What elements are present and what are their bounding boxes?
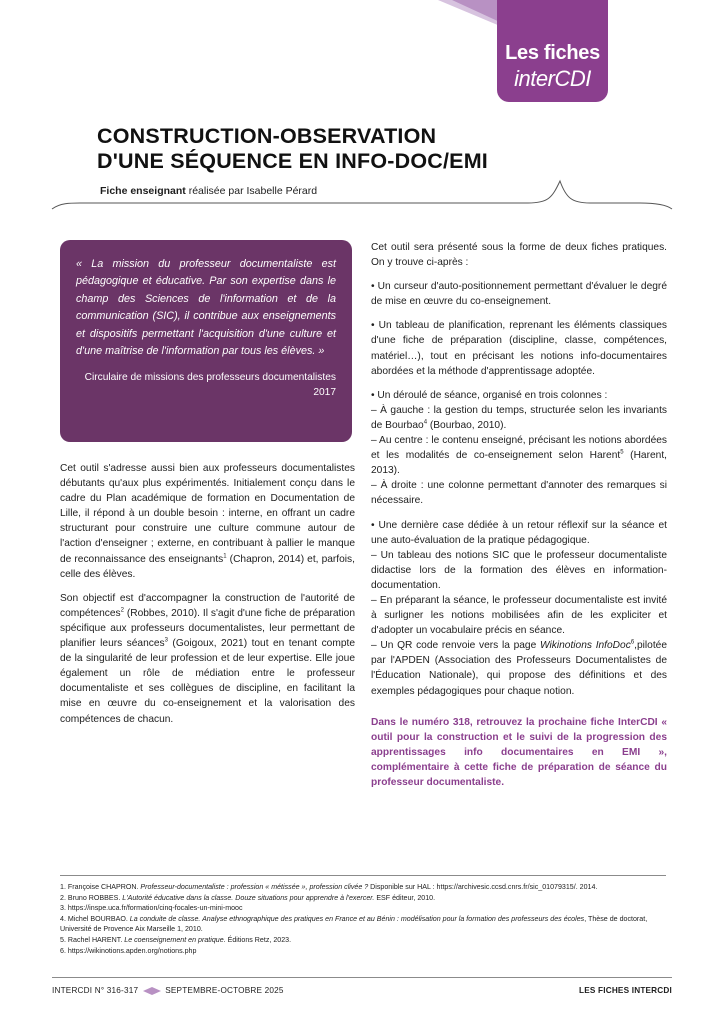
footnote-ref-5: 5: [620, 449, 624, 456]
footnote-5-title: Le coenseignement en pratique: [124, 935, 224, 944]
bullet-planning-table: • Un tableau de planification, reprenant les éléments classiques d'une fiche de préparation (discipline, classe, compétences, matériel…), tout en précisant les notions info-documentaires abordées et la méthode d'apprentissage adoptée.: [371, 320, 667, 377]
left-p2-text-a: Son objectif est d'accompagner la construction de l'autorité de compétences: [60, 592, 355, 619]
left-column: [60, 461, 355, 736]
quote-box: [60, 240, 352, 442]
bullet-reflexive: • Une dernière case dédiée à un retour réflexif sur la séance et une auto-évaluation de la pratique pédagogique.: [371, 519, 667, 546]
footnote-5-author: 5. Rachel HARENT.: [60, 935, 125, 944]
brand-logo: [497, 0, 608, 102]
dash-highlight-notions: – En préparant la séance, le professeur documentaliste est invité à surligner les notions mobilisées afin de les expliciter et d'adopter un vocabulaire précis en séance.: [371, 594, 667, 637]
footnote-2-title: L'Autorité éducative dans la classe. Douze situations pour apprendre à l'exercer.: [122, 893, 375, 902]
brand-line2: interCDI: [514, 66, 591, 91]
quote-source: Circulaire de missions des professeurs documentalistes 2017: [84, 372, 336, 399]
footnote-ref-1: 1: [223, 553, 227, 560]
footnote-4: [60, 914, 666, 935]
footer-date: SEPTEMBRE-OCTOBRE 2025: [165, 986, 284, 995]
dash-right-column: – À droite : une colonne permettant d'annoter des remarques si nécessaire.: [371, 480, 667, 507]
left-p1-text-b: (Chapron, 2014) et, parfois, celle des élèves.: [60, 553, 355, 580]
bullet-cursor: • Un curseur d'auto-positionnement permettant d'évaluer le degré de mise en œuvre du co-enseignement.: [371, 281, 667, 308]
left-p2-text-b: (Robbes, 2010). Il s'agit d'une fiche de préparation spécifique aux professeurs documentalistes, leur permettant de planifier leurs séances: [60, 607, 355, 650]
footnote-3: 3. https://inspe.uca.fr/formation/cinq-focales-un-mini-mooc: [60, 904, 243, 913]
dash-left-text-b: (Bourbao, 2010).: [427, 419, 507, 431]
dash-left-column: [371, 403, 667, 433]
footnote-ref-6: 6: [630, 639, 635, 646]
right-column: [371, 240, 667, 799]
bullet-session-flow: • Un déroulé de séance, organisé en trois colonnes :: [371, 389, 608, 401]
dash-notions-table: – Un tableau des notions SIC que le professeur documentaliste didactise lors de la formation des élèves en information-documentation.: [371, 549, 667, 591]
footnote-4-rest: , Thèse de doctorat, Université de Provence Aix Marseille 1, 2010.: [60, 914, 648, 934]
brand-line1: Les fiches: [505, 42, 600, 64]
dash-qr-code: [371, 638, 667, 698]
page-title: [97, 124, 617, 174]
left-paragraph-1: [60, 461, 355, 582]
title-line2: D'UNE SÉQUENCE EN INFO-DOC/EMI: [97, 149, 488, 173]
footnote-1-author: 1. Françoise CHAPRON.: [60, 883, 141, 891]
footnote-2: [60, 893, 666, 904]
diamond-icon: [143, 987, 161, 995]
footnote-ref-4: 4: [423, 419, 428, 426]
footnote-4-author: 4. Michel BOURBAO.: [60, 914, 130, 923]
left-p1-text-a: Cet outil s'adresse aussi bien aux professeurs documentalistes débutants qu'aux plus expérimentés. Initialement conçu dans le cadre du Plan académique de formation en Documentation de Lille, il répond à un double besoin : interne, en offrant un cadre structurant pour construire une culture commune autour de l'action d'enseigner ; externe, en contribuant à pallier le manque de reconnaissance des enseignants: [60, 463, 355, 565]
dash-center-text-b: (Harent, 2013).: [371, 450, 667, 477]
footnote-5-rest: . Éditions Retz, 2023.: [223, 935, 292, 944]
quote-text: « La mission du professeur documentaliste est pédagogique et éducative. Par son expertise dans le champ des Sciences de l'information et de la communication (SIC), il contribue aux enseignements et dispositifs permettant l'acquisition d'une culture et d'une maîtrise de l'information par tous les élèves. »: [76, 258, 336, 358]
footnote-ref-2: 2: [120, 607, 124, 614]
left-p2-text-c: (Goigoux, 2021) tout en tenant compte de la singularité de leur profession et de leur expertise. Elle joue également un rôle de médiation entre le professeur documentaliste et ses collègues de discipline, en facilitant la mise en œuvre du co-enseignement et la valorisation des compétences de chacun.: [60, 638, 355, 725]
dash-left-text-a: – À gauche : la gestion du temps, structurée selon les invariants de Bourbao: [371, 404, 667, 431]
footer-divider: [52, 977, 672, 978]
footnote-1: [60, 882, 666, 893]
footnote-1-rest: Disponible sur HAL : https://archivesic.ccsd.cnrs.fr/sic_01079315/. 2014.: [368, 883, 598, 891]
qr-text-a: – Un QR code renvoie vers la page: [371, 640, 540, 652]
footnote-4-title: La conduite de classe. Analyse ethnographique des pratiques en France et au Bénin : modélisation pour la formation des professeurs des écoles: [129, 914, 585, 923]
byline-strong: Fiche enseignant: [100, 185, 186, 197]
footnote-ref-3: 3: [164, 637, 168, 644]
footnote-6: 6. https://wikinotions.apden.org/notions.php: [60, 946, 197, 955]
dash-center-text-a: – Au centre : le contenu enseigné, précisant les notions abordées et les modalités de co-enseignement selon Harent: [371, 435, 667, 462]
footnote-5: [60, 935, 666, 946]
footnotes: [60, 882, 666, 956]
footer-issue-info: [52, 986, 284, 995]
qr-text-b: ,pilotée par l'APDEN (Association des Professeurs Documentalistes de l'Éducation Nationale), qui propose des définitions et des exemples pédagogiques pour chaque notion.: [371, 640, 668, 697]
dash-center-column: [371, 433, 667, 478]
byline-rest: réalisée par Isabelle Pérard: [185, 185, 318, 197]
next-issue-callout: Dans le numéro 318, retrouvez la prochaine fiche InterCDI « outil pour la construction et le suivi de la progression des apprentissages info documentaires en EMI », complémentaire à cette fiche de préparation de séance du professeur documentaliste.: [371, 716, 667, 788]
footer-issue: INTERCDI N° 316-317: [52, 986, 139, 995]
footer-series: LES FICHES INTERCDI: [579, 986, 672, 995]
footnote-2-author: 2. Bruno ROBBES.: [60, 893, 123, 902]
footnotes-divider: [60, 875, 666, 876]
title-divider: [0, 178, 724, 214]
title-line1: CONSTRUCTION-OBSERVATION: [97, 124, 437, 148]
right-intro: Cet outil sera présenté sous la forme de deux fiches pratiques. On y trouve ci-après :: [371, 242, 667, 269]
footnote-2-rest: ESF éditeur, 2010.: [374, 893, 436, 902]
left-paragraph-2: [60, 591, 355, 727]
qr-wikinotions: Wikinotions InfoDoc: [539, 640, 631, 652]
footnote-1-title: Professeur-documentaliste : profession « métissée », profession clivée ?: [140, 883, 369, 891]
corner-decoration: [0, 0, 724, 110]
